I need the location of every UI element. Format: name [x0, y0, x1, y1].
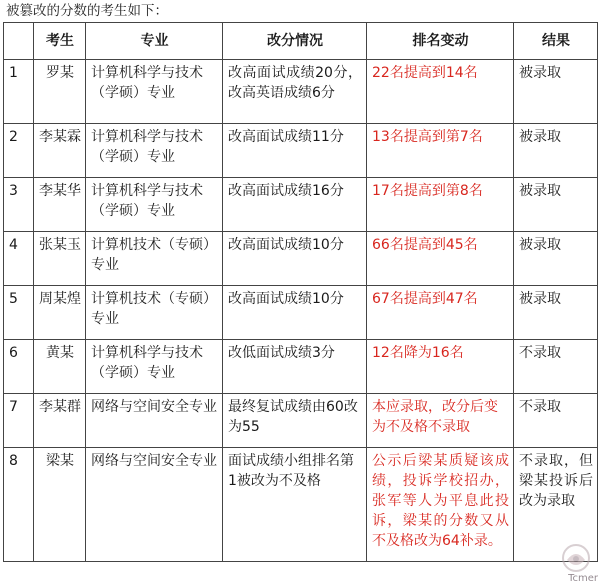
table-row — [4, 394, 598, 448]
rank-change-cell: 13名提高到第7名 — [367, 124, 514, 178]
major-cell: 网络与空间安全专业 — [86, 448, 223, 562]
header-score-change: 改分情况 — [223, 23, 367, 60]
candidate-name: 李某霖 — [34, 124, 86, 178]
rank-change-cell: 公示后梁某质疑该成绩，投诉学校招办，张军等人为平息此投诉，梁某的分数又从不及格改为64补录。 — [367, 448, 514, 562]
row-number: 2 — [4, 124, 34, 178]
row-number: 6 — [4, 340, 34, 394]
row-number: 1 — [4, 60, 34, 124]
table-row — [4, 340, 598, 394]
major-cell: 计算机技术（专硕）专业 — [86, 286, 223, 340]
result-cell: 被录取 — [514, 178, 598, 232]
score-change-cell: 改高面试成绩10分 — [223, 286, 367, 340]
row-number: 5 — [4, 286, 34, 340]
candidate-name: 梁某 — [34, 448, 86, 562]
watermark-text: Tcmer — [568, 573, 598, 584]
major-cell: 计算机科学与技术（学硕）专业 — [86, 340, 223, 394]
table-row — [4, 286, 598, 340]
candidate-name: 黄某 — [34, 340, 86, 394]
rank-change-cell: 67名提高到47名 — [367, 286, 514, 340]
result-cell: 被录取 — [514, 232, 598, 286]
header-result: 结果 — [514, 23, 598, 60]
header-candidate: 考生 — [34, 23, 86, 60]
score-change-cell: 改高面试成绩10分 — [223, 232, 367, 286]
result-cell: 不录取 — [514, 394, 598, 448]
candidate-name: 周某煌 — [34, 286, 86, 340]
rank-change-cell: 12名降为16名 — [367, 340, 514, 394]
result-cell: 被录取 — [514, 286, 598, 340]
row-number: 8 — [4, 448, 34, 562]
candidate-name: 张某玉 — [34, 232, 86, 286]
score-change-cell: 最终复试成绩由60改为55 — [223, 394, 367, 448]
major-cell: 计算机科学与技术（学硕）专业 — [86, 178, 223, 232]
row-number: 7 — [4, 394, 34, 448]
major-cell: 计算机科学与技术（学硕）专业 — [86, 60, 223, 124]
table-row — [4, 178, 598, 232]
major-cell: 计算机技术（专硕）专业 — [86, 232, 223, 286]
header-number — [4, 23, 34, 60]
score-change-cell: 改高面试成绩20分，改高英语成绩6分 — [223, 60, 367, 124]
candidate-name: 李某群 — [34, 394, 86, 448]
table-caption: 被篡改的分数的考生如下： — [6, 3, 168, 19]
table-row — [4, 124, 598, 178]
result-cell: 被录取 — [514, 60, 598, 124]
row-number: 3 — [4, 178, 34, 232]
result-cell: 被录取 — [514, 124, 598, 178]
row-number: 4 — [4, 232, 34, 286]
score-change-cell: 改高面试成绩16分 — [223, 178, 367, 232]
rank-change-cell: 22名提高到14名 — [367, 60, 514, 124]
rank-change-cell: 本应录取，改分后变为不及格不录取 — [367, 394, 514, 448]
score-tampering-table — [3, 22, 598, 562]
table-row — [4, 60, 598, 124]
score-change-cell: 改低面试成绩3分 — [223, 340, 367, 394]
header-row — [4, 23, 598, 60]
header-major: 专业 — [86, 23, 223, 60]
major-cell: 计算机科学与技术（学硕）专业 — [86, 124, 223, 178]
score-change-cell: 改高面试成绩11分 — [223, 124, 367, 178]
result-cell: 不录取，但梁某投诉后改为录取 — [514, 448, 598, 562]
table-row — [4, 448, 598, 562]
result-cell: 不录取 — [514, 340, 598, 394]
rank-change-cell: 66名提高到45名 — [367, 232, 514, 286]
score-change-cell: 面试成绩小组排名第1被改为不及格 — [223, 448, 367, 562]
candidate-name: 李某华 — [34, 178, 86, 232]
table-row — [4, 232, 598, 286]
rank-change-cell: 17名提高到第8名 — [367, 178, 514, 232]
major-cell: 网络与空间安全专业 — [86, 394, 223, 448]
candidate-name: 罗某 — [34, 60, 86, 124]
header-rank-change: 排名变动 — [367, 23, 514, 60]
